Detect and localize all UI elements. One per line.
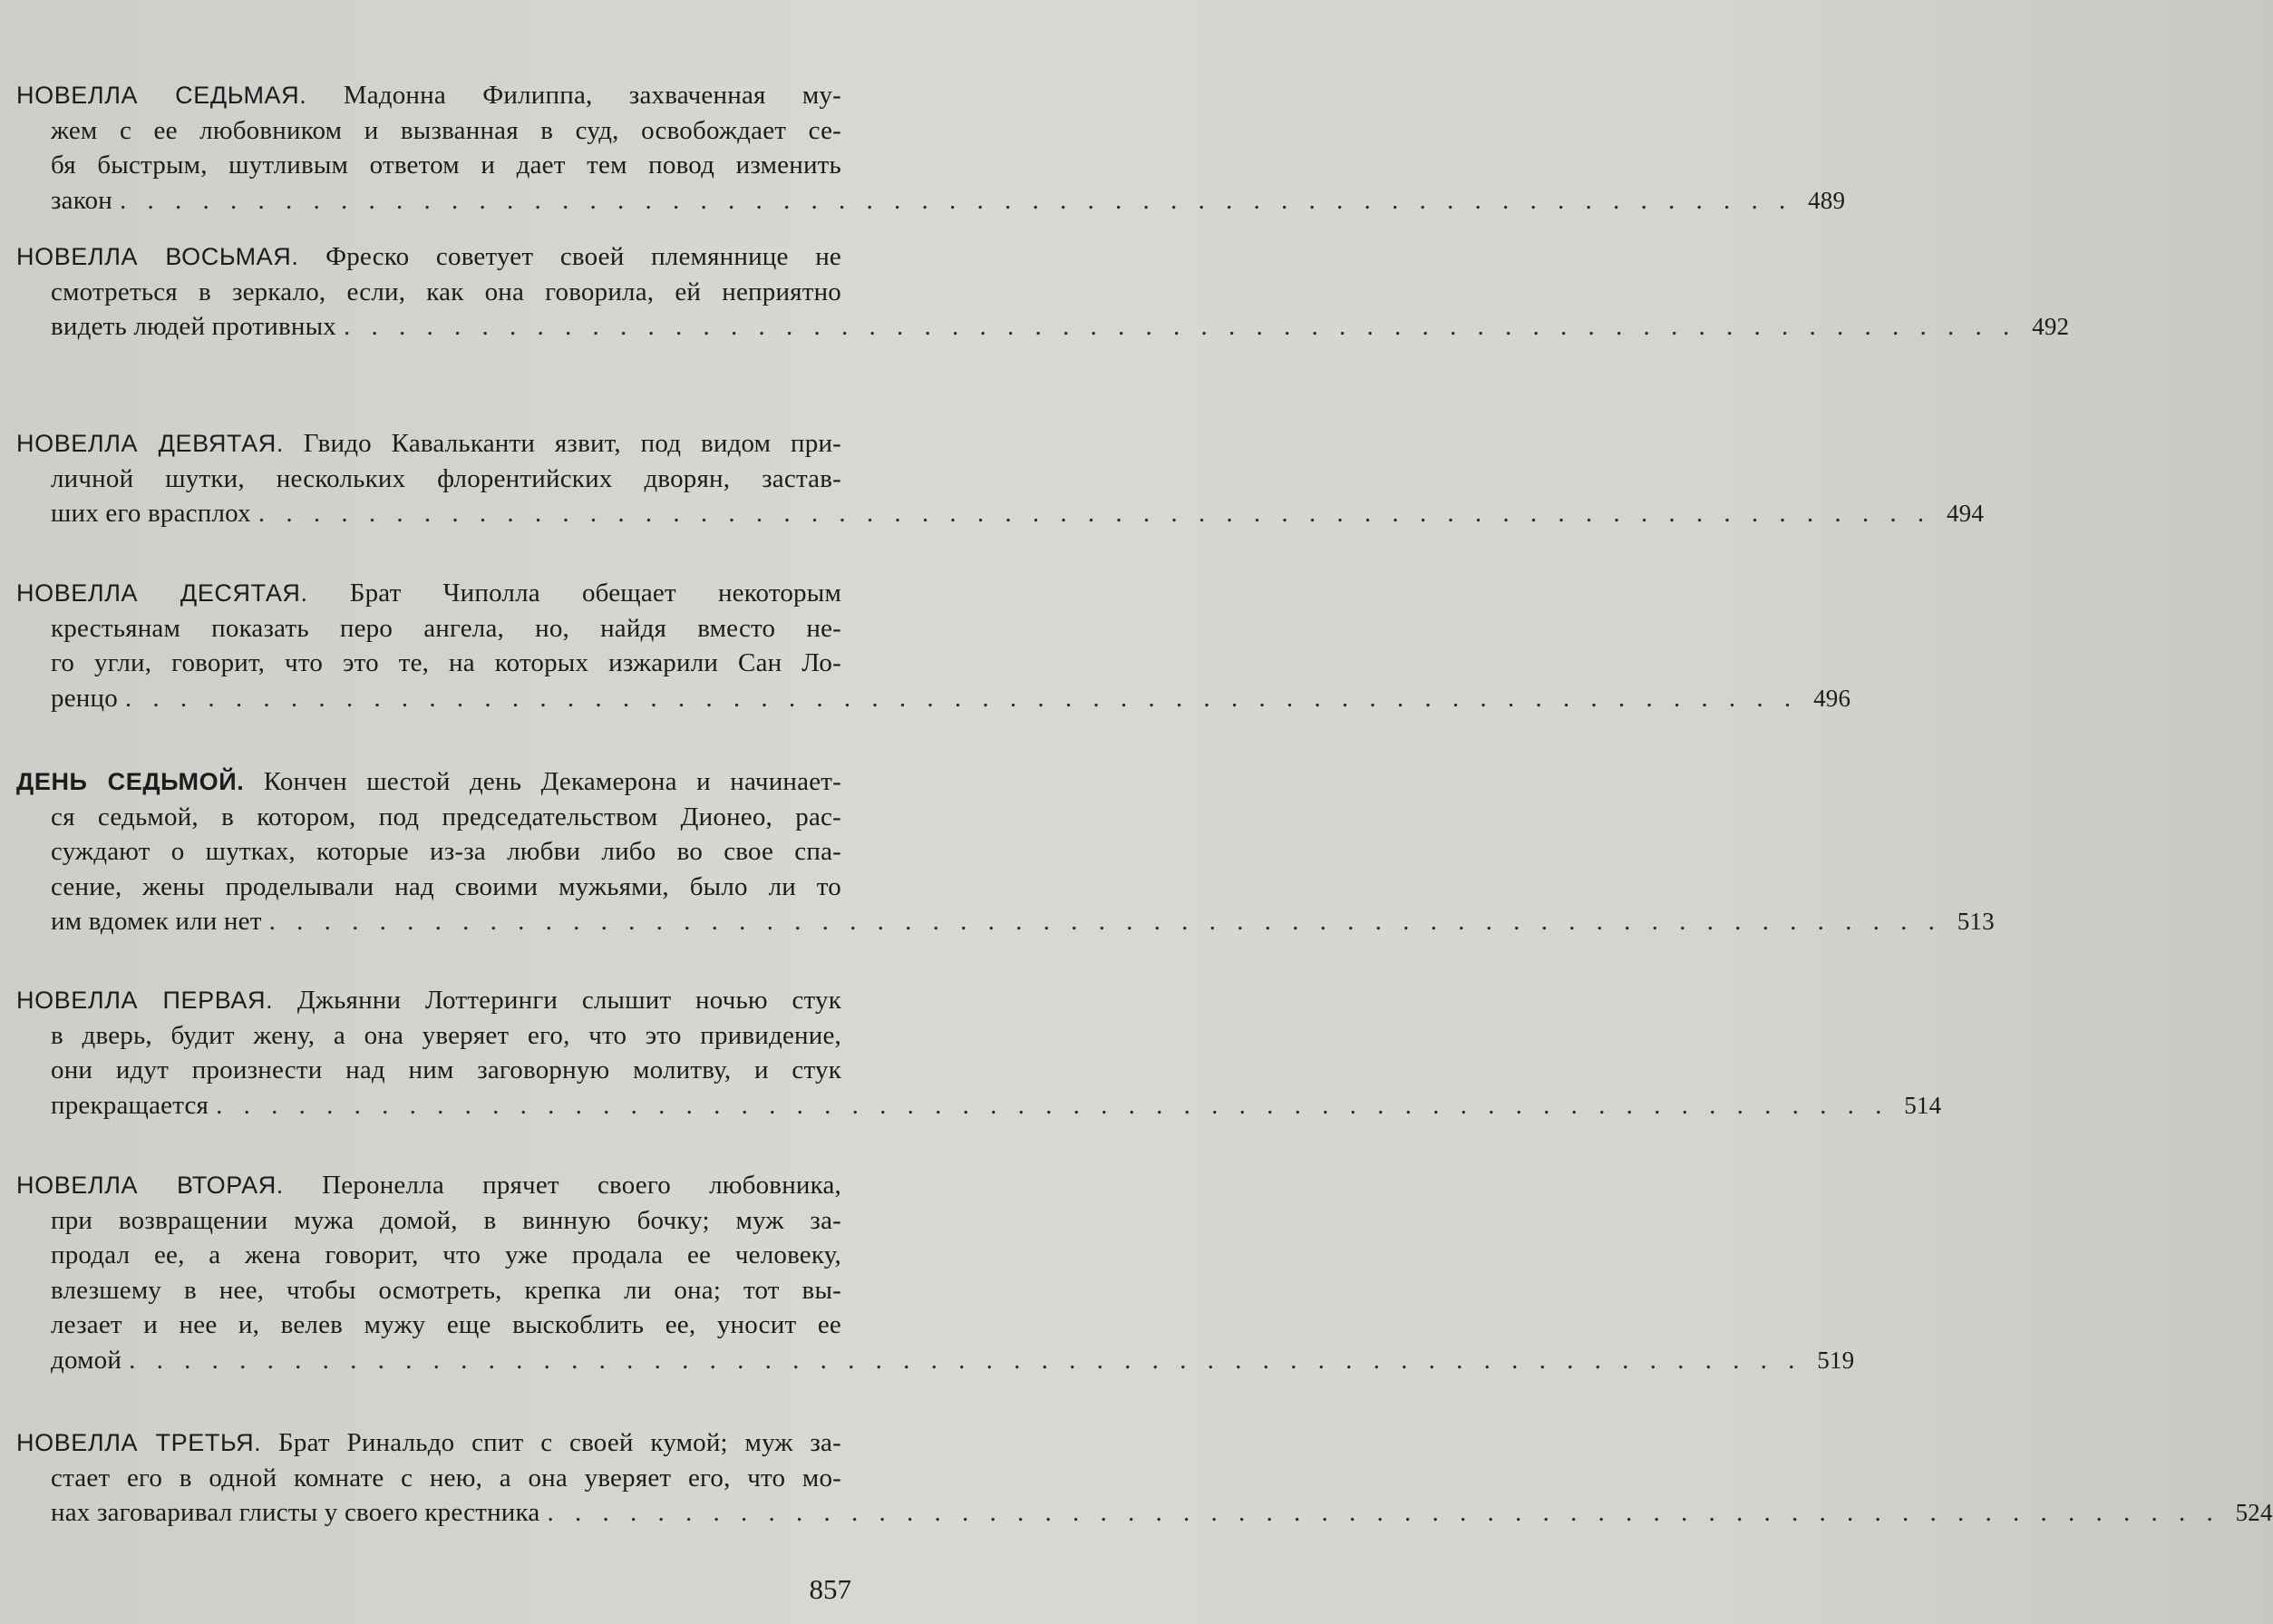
leader-dots: . . . . . . . . . . . . . . . . . . . . . . . . . . . . . . . . . . . . . . . . . . . . . . . . . . . . . . . . . . . . .: [547, 1498, 2220, 1527]
toc-entry: [16, 1168, 1855, 1377]
toc-entry: [16, 764, 1995, 939]
entry-text: Брат Ринальдо спит с своей кумой; муж за-: [278, 1428, 841, 1457]
entry-last-text: нах заговаривал глисты у своего крестника: [51, 1498, 540, 1527]
entry-text: Джьянни Лоттеринги слышит ночью стук: [296, 986, 841, 1015]
entry-text: Перонелла прячет своего любовника,: [322, 1171, 842, 1200]
page-ref: 494: [1946, 500, 1985, 527]
toc-first-line: [16, 239, 841, 275]
entry-last-text: видеть людей противных: [51, 312, 336, 341]
toc-last-line: [16, 183, 1846, 219]
entry-heading: НОВЕЛЛА ДЕСЯТАЯ.: [16, 579, 308, 607]
entry-text: Мадонна Филиппа, захваченная му-: [343, 81, 841, 110]
toc-entry: [16, 983, 1942, 1123]
toc-last-line: [16, 309, 2070, 345]
toc-first-line: [16, 426, 841, 462]
page-ref: 489: [1808, 186, 1846, 214]
toc-line: сение, жены проделывали над своими мужьями, было ли то: [51, 871, 841, 901]
toc-line: при возвращении мужа домой, в винную бочку; муж за-: [51, 1205, 841, 1235]
toc-first-line: [16, 576, 841, 611]
leader-dots: . . . . . . . . . . . . . . . . . . . . . . . . . . . . . . . . . . . . . . . . . . . . . . . . . . . . . . . . . . . . .: [119, 185, 1793, 215]
entry-last-text: ренцо: [51, 683, 118, 713]
toc-line: лезает и нее и, велев мужу еще выскоблить ее, уносит ее: [51, 1310, 841, 1339]
day-heading: ДЕНЬ СЕДЬМОЙ.: [16, 768, 245, 795]
toc-last-line: [16, 1088, 1942, 1123]
toc-line: суждают о шутках, которые из-за любви либо во свое спа-: [51, 837, 841, 866]
page-ref: 519: [1817, 1346, 1855, 1374]
toc-last-line: [16, 1495, 2273, 1531]
entry-last-text: им вдомек или нет: [51, 907, 262, 936]
toc-entry: [16, 239, 2070, 345]
entry-text: Фреско советует своей племяннице не: [325, 242, 842, 271]
toc-line: бя быстрым, шутливым ответом и дает тем повод изменить: [51, 151, 841, 180]
entry-last-text: прекращается: [51, 1090, 209, 1120]
toc-line: они идут произнести над ним заговорную молитву, и стук: [51, 1055, 841, 1084]
toc-line: жем с ее любовником и вызванная в суд, освобождает се-: [51, 115, 841, 145]
toc-line: личной шутки, нескольких флорентийских дворян, застав-: [51, 463, 841, 493]
toc-first-line: [16, 1168, 841, 1203]
toc-entry: [16, 78, 1846, 218]
entry-text: Кончен шестой день Декамерона и начинает-: [263, 767, 842, 796]
page-ref: 514: [1904, 1091, 1942, 1119]
page-ref: 496: [1813, 684, 1851, 712]
entry-heading: НОВЕЛЛА ВТОРАЯ.: [16, 1172, 284, 1199]
toc-line: ся седьмой, в котором, под председательством Дионео, рас-: [51, 802, 841, 831]
toc-first-line: [16, 764, 841, 800]
toc-last-line: [16, 681, 1851, 716]
toc-last-line: [16, 1343, 1855, 1378]
page-number: 857: [809, 1573, 851, 1605]
entry-text: Брат Чиполла обещает некоторым: [349, 579, 841, 608]
toc-line: влезшему в нее, чтобы осмотреть, крепка ли она; тот вы-: [51, 1275, 841, 1305]
toc-line: крестьянам показать перо ангела, но, найдя вместо не-: [51, 613, 841, 643]
entry-heading: НОВЕЛЛА ТРЕТЬЯ.: [16, 1429, 262, 1456]
toc-last-line: [16, 904, 1995, 939]
toc-line: стает его в одной комнате с нею, а она уверяет его, что мо-: [51, 1463, 841, 1493]
entry-heading: НОВЕЛЛА ПЕРВАЯ.: [16, 987, 274, 1014]
leader-dots: . . . . . . . . . . . . . . . . . . . . . . . . . . . . . . . . . . . . . . . . . . . . . . . . . . . . . . . . . . . . .: [268, 907, 1942, 936]
entry-heading: НОВЕЛЛА СЕДЬМАЯ.: [16, 82, 307, 109]
toc-line: в дверь, будит жену, а она уверяет его, что это привидение,: [51, 1020, 841, 1050]
leader-dots: . . . . . . . . . . . . . . . . . . . . . . . . . . . . . . . . . . . . . . . . . . . . . . . . . . . . . . . . . . . . .: [257, 499, 1932, 528]
page-ref: 492: [2032, 313, 2070, 340]
entry-last-text: ших его врасплох: [51, 499, 251, 528]
entry-last-text: закон: [51, 185, 112, 215]
leader-dots: . . . . . . . . . . . . . . . . . . . . . . . . . . . . . . . . . . . . . . . . . . . . . . . . . . . . . . . . . . . . .: [216, 1090, 1889, 1120]
toc-first-line: [16, 78, 841, 113]
toc-entry: [16, 1425, 2273, 1531]
page-ref: 524: [2235, 1499, 2273, 1526]
page-ref: 513: [1957, 908, 1995, 935]
toc-entry: [16, 426, 1985, 531]
entry-heading: НОВЕЛЛА ВОСЬМАЯ.: [16, 243, 299, 270]
toc-last-line: [16, 496, 1985, 531]
leader-dots: . . . . . . . . . . . . . . . . . . . . . . . . . . . . . . . . . . . . . . . . . . . . . . . . . . . . . . . . . . . . .: [129, 1345, 1802, 1375]
toc-first-line: [16, 983, 841, 1018]
toc-entry: [16, 576, 1851, 715]
toc-line: го угли, говорит, что это те, на которых изжарили Сан Ло-: [51, 648, 841, 677]
toc-line: продал ее, а жена говорит, что уже продала ее человеку,: [51, 1240, 841, 1269]
leader-dots: . . . . . . . . . . . . . . . . . . . . . . . . . . . . . . . . . . . . . . . . . . . . . . . . . . . . . . . . . . . . .: [343, 312, 2017, 341]
entry-last-text: домой: [51, 1345, 122, 1375]
entry-heading: НОВЕЛЛА ДЕВЯТАЯ.: [16, 430, 284, 457]
toc-line: смотреться в зеркало, если, как она говорила, ей неприятно: [51, 277, 841, 306]
leader-dots: . . . . . . . . . . . . . . . . . . . . . . . . . . . . . . . . . . . . . . . . . . . . . . . . . . . . . . . . . . . . .: [124, 683, 1799, 713]
toc-first-line: [16, 1425, 841, 1461]
entry-text: Гвидо Кавальканти язвит, под видом при-: [303, 429, 842, 458]
